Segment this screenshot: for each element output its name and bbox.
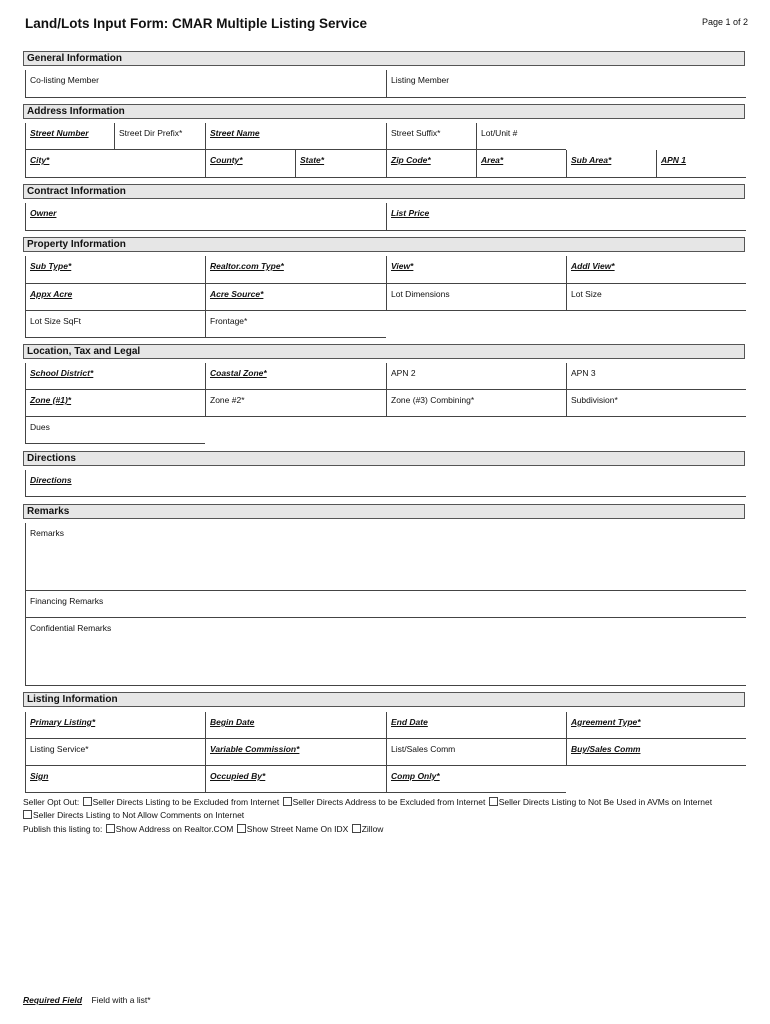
field-label: Zip Code* [391, 155, 431, 165]
field-label: Lot Size SqFt [30, 316, 82, 326]
zillow-checkbox[interactable] [352, 824, 361, 833]
zip-code-field[interactable] [386, 150, 476, 178]
field-label: Addl View* [571, 261, 615, 271]
acre-source-field[interactable] [205, 284, 386, 311]
field-label: Buy/Sales Comm [571, 744, 641, 754]
section-general-information [23, 51, 745, 66]
primary-listing-field[interactable] [25, 712, 205, 739]
field-label: City* [30, 155, 50, 165]
form-title: Land/Lots Input Form: CMAR Multiple Listing Service [25, 16, 368, 31]
field-label: Lot/Unit # [481, 128, 518, 138]
remarks-field[interactable] [25, 523, 746, 591]
financing-remarks-field[interactable] [25, 591, 746, 618]
zone1-field[interactable] [25, 390, 205, 417]
seller-opt-out-row [23, 797, 712, 807]
legend [23, 995, 151, 1005]
section-remarks [23, 504, 745, 519]
directions-field[interactable] [25, 470, 746, 497]
comp-only-field[interactable] [386, 766, 566, 793]
field-label: Co-listing Member [30, 75, 99, 85]
sub-type-field[interactable] [25, 256, 205, 284]
street-dir-prefix-field[interactable] [114, 123, 205, 150]
area-field[interactable] [476, 150, 566, 178]
no-comments-checkbox[interactable] [23, 810, 32, 819]
county-field[interactable] [205, 150, 295, 178]
sign-field[interactable] [25, 766, 205, 793]
lot-dimensions-field[interactable] [386, 284, 566, 311]
field-label: Appx Acre [30, 289, 73, 299]
field-label: Lot Dimensions [391, 289, 450, 299]
appx-acre-field[interactable] [25, 284, 205, 311]
section-property-information [23, 237, 745, 252]
frontage-field[interactable] [205, 311, 386, 338]
city-field[interactable] [25, 150, 205, 178]
list-sales-comm-field[interactable] [386, 739, 566, 766]
field-label: Subdivision* [571, 395, 618, 405]
street-number-field[interactable] [25, 123, 114, 150]
section-title: Address Information [27, 106, 125, 117]
exclude-address-label: Seller Directs Address to be Excluded from Internet [292, 797, 486, 807]
addl-view-field[interactable] [566, 256, 746, 284]
field-label: Street Name [210, 128, 260, 138]
lot-size-field[interactable] [566, 284, 746, 311]
no-avm-label: Seller Directs Listing to Not Be Used in AVMs on Internet [498, 797, 713, 807]
field-label: Realtor.com Type* [210, 261, 284, 271]
field-label: Zone #2* [210, 395, 245, 405]
state-field[interactable] [295, 150, 386, 178]
field-label: Owner [30, 208, 57, 218]
section-location-tax-legal [23, 344, 745, 359]
zillow-label: Zillow [361, 824, 384, 834]
field-label: Variable Commission* [210, 744, 300, 754]
section-title: Property Information [27, 239, 126, 250]
seller-opt-out-row-2 [23, 810, 244, 820]
listing-member-field[interactable] [386, 70, 746, 98]
field-label: Sub Type* [30, 261, 72, 271]
list-price-field[interactable] [386, 203, 746, 231]
exclude-address-checkbox[interactable] [283, 797, 292, 806]
field-label: Sub Area* [571, 155, 612, 165]
field-label: Comp Only* [391, 771, 440, 781]
field-label: Occupied By* [210, 771, 266, 781]
field-label: Street Number [30, 128, 89, 138]
show-street-name-label: Show Street Name On IDX [246, 824, 349, 834]
field-label: APN 3 [571, 368, 596, 378]
no-avm-checkbox[interactable] [489, 797, 498, 806]
co-listing-member-field[interactable] [25, 70, 386, 98]
section-title: General Information [27, 53, 123, 64]
field-label: Remarks [30, 528, 65, 538]
field-label: Lot Size [571, 289, 602, 299]
field-label: Sign [30, 771, 49, 781]
occupied-by-field[interactable] [205, 766, 386, 793]
field-label: View* [391, 261, 414, 271]
field-label: Listing Service* [30, 744, 89, 754]
lot-unit-field[interactable] [476, 123, 566, 150]
end-date-field[interactable] [386, 712, 566, 739]
field-label: List Price [391, 208, 430, 218]
no-comments-label: Seller Directs Listing to Not Allow Comments on Internet [33, 810, 245, 820]
field-label: Frontage* [210, 316, 248, 326]
list-field-legend: Field with a list* [91, 995, 151, 1005]
field-label: Zone (#3) Combining* [391, 395, 475, 405]
field-label: Begin Date [210, 717, 255, 727]
variable-commission-field[interactable] [205, 739, 386, 766]
agreement-type-field[interactable] [566, 712, 746, 739]
field-label: Area* [481, 155, 504, 165]
field-label: Acre Source* [210, 289, 264, 299]
apn1-field[interactable] [656, 150, 746, 178]
begin-date-field[interactable] [205, 712, 386, 739]
field-label: School District* [30, 368, 94, 378]
section-listing-information [23, 692, 745, 707]
page-number: Page 1 of 2 [701, 17, 748, 27]
show-street-name-checkbox[interactable] [237, 824, 246, 833]
school-district-field[interactable] [25, 363, 205, 390]
section-directions [23, 451, 745, 466]
sub-area-field[interactable] [566, 150, 656, 178]
field-label: Listing Member [391, 75, 450, 85]
field-label: Confidential Remarks [30, 623, 112, 633]
show-address-checkbox[interactable] [106, 824, 115, 833]
show-address-label: Show Address on Realtor.COM [115, 824, 234, 834]
section-address-information [23, 104, 745, 119]
field-label: List/Sales Comm [391, 744, 456, 754]
exclude-listing-checkbox[interactable] [83, 797, 92, 806]
field-label: End Date [391, 717, 428, 727]
field-label: Coastal Zone* [210, 368, 267, 378]
confidential-remarks-field[interactable] [25, 618, 746, 686]
street-suffix-field[interactable] [386, 123, 476, 150]
field-label: Street Suffix* [391, 128, 441, 138]
opt-out-prefix: Seller Opt Out: [23, 797, 80, 807]
field-label: Primary Listing* [30, 717, 96, 727]
required-field-legend: Required Field [23, 995, 83, 1005]
publish-prefix: Publish this listing to: [23, 824, 103, 834]
section-contract-information [23, 184, 745, 199]
street-name-field[interactable] [205, 123, 386, 150]
section-title: Contract Information [27, 186, 126, 197]
subdivision-field[interactable] [566, 390, 746, 417]
section-title: Location, Tax and Legal [27, 346, 141, 357]
field-label: State* [300, 155, 325, 165]
field-label: Street Dir Prefix* [119, 128, 183, 138]
realtor-type-field[interactable] [205, 256, 386, 284]
apn2-field[interactable] [386, 363, 566, 390]
apn3-field[interactable] [566, 363, 746, 390]
dues-field[interactable] [25, 417, 205, 444]
section-title: Listing Information [27, 694, 118, 705]
view-field[interactable] [386, 256, 566, 284]
section-title: Remarks [27, 506, 70, 517]
coastal-zone-field[interactable] [205, 363, 386, 390]
listing-service-field[interactable] [25, 739, 205, 766]
zone3-field[interactable] [386, 390, 566, 417]
field-label: Dues [30, 422, 50, 432]
field-label: Financing Remarks [30, 596, 104, 606]
publish-row [23, 824, 383, 834]
buy-sales-comm-field[interactable] [566, 739, 746, 766]
field-label: County* [210, 155, 243, 165]
field-label: Agreement Type* [571, 717, 641, 727]
field-label: Directions [30, 475, 72, 485]
field-label: Zone (#1)* [30, 395, 72, 405]
exclude-listing-label: Seller Directs Listing to be Excluded from Internet [92, 797, 280, 807]
owner-field[interactable] [25, 203, 386, 231]
field-label: APN 2 [391, 368, 416, 378]
field-label: APN 1 [661, 155, 687, 165]
section-title: Directions [27, 453, 76, 464]
zone2-field[interactable] [205, 390, 386, 417]
lot-size-sqft-field[interactable] [25, 311, 205, 338]
